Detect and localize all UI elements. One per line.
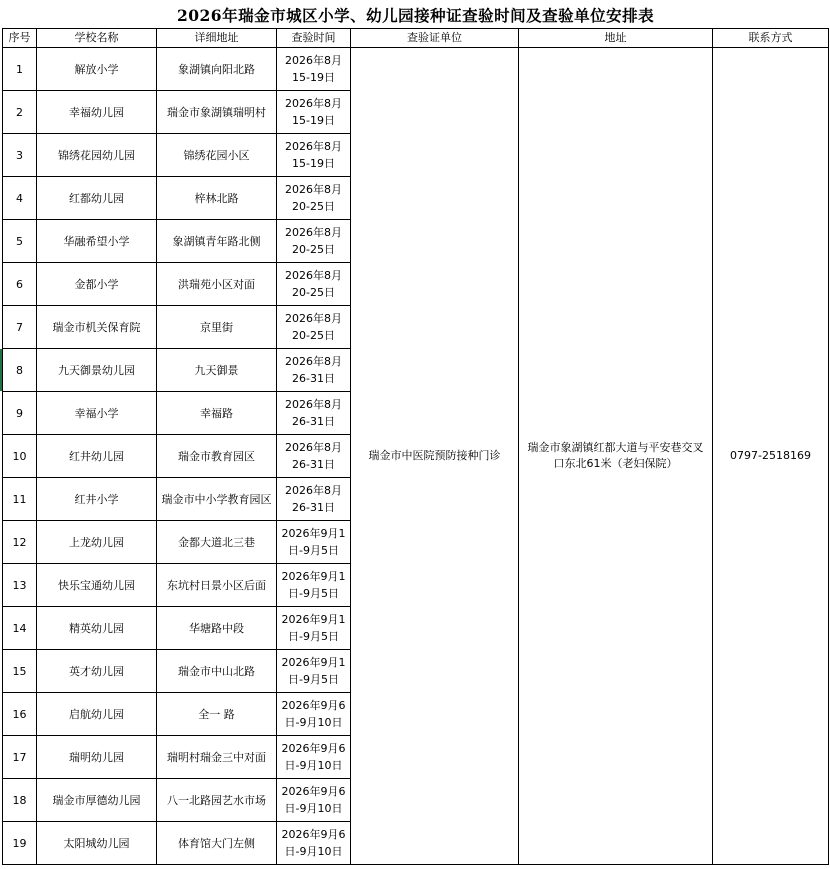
time-line-1: 2026年8月 [285,54,342,67]
header-contact: 联系方式 [713,29,829,48]
cell-address[interactable]: 梓林北路 [157,177,277,220]
time-line-2: 26-31日 [292,501,335,514]
time-line-2: 15-19日 [292,157,335,170]
cell-time[interactable] [277,607,351,650]
cell-time[interactable] [277,779,351,822]
cell-time[interactable] [277,435,351,478]
cell-address[interactable]: 瑞金市中小学教育园区 [157,478,277,521]
cell-no[interactable]: 15 [3,650,37,693]
cell-no[interactable]: 1 [3,48,37,91]
time-line-2: 20-25日 [292,329,335,342]
cell-time[interactable] [277,306,351,349]
cell-school[interactable]: 瑞明幼儿园 [37,736,157,779]
cell-no[interactable]: 14 [3,607,37,650]
time-line-1: 2026年8月 [285,398,342,411]
cell-no[interactable]: 7 [3,306,37,349]
cell-time[interactable] [277,478,351,521]
cell-time[interactable] [277,693,351,736]
cell-time[interactable] [277,220,351,263]
cell-school[interactable]: 快乐宝通幼儿园 [37,564,157,607]
cell-time[interactable] [277,177,351,220]
cell-address[interactable]: 金都大道北三巷 [157,521,277,564]
cell-school[interactable]: 瑞金市厚德幼儿园 [37,779,157,822]
cell-no[interactable]: 5 [3,220,37,263]
time-line-2: 日-9月10日 [284,759,343,772]
table-row [3,48,829,91]
time-line-2: 20-25日 [292,286,335,299]
time-line-2: 日-9月5日 [288,544,339,557]
cell-time[interactable] [277,736,351,779]
cell-time[interactable] [277,91,351,134]
cell-address[interactable]: 全一 路 [157,693,277,736]
time-line-2: 日-9月10日 [284,802,343,815]
cell-address[interactable]: 瑞金市象湖镇瑞明村 [157,91,277,134]
time-line-1: 2026年8月 [285,97,342,110]
table-title: 2026年瑞金市城区小学、幼儿园接种证查验时间及查验单位安排表 [3,4,829,29]
header-no: 序号 [3,29,37,48]
time-line-1: 2026年9月1 [281,570,346,583]
cell-school[interactable]: 锦绣花园幼儿园 [37,134,157,177]
header-time: 查验时间 [277,29,351,48]
time-line-1: 2026年9月6 [281,785,346,798]
cell-school[interactable]: 红都幼儿园 [37,177,157,220]
cell-no[interactable]: 8 [3,349,37,392]
cell-address[interactable]: 华塘路中段 [157,607,277,650]
time-line-1: 2026年8月 [285,226,342,239]
cell-no[interactable]: 2 [3,91,37,134]
header-school: 学校名称 [37,29,157,48]
cell-no[interactable]: 4 [3,177,37,220]
time-line-1: 2026年8月 [285,484,342,497]
header-unit-address: 地址 [519,29,713,48]
cell-address[interactable]: 体育馆大门左侧 [157,822,277,865]
time-line-2: 日-9月10日 [284,716,343,729]
time-line-1: 2026年8月 [285,140,342,153]
cell-time[interactable] [277,48,351,91]
schedule-table [2,4,829,865]
cell-address[interactable]: 象湖镇青年路北侧 [157,220,277,263]
cell-time[interactable] [277,650,351,693]
cell-time[interactable] [277,564,351,607]
time-line-2: 26-31日 [292,458,335,471]
cell-address[interactable]: 瑞明村瑞金三中对面 [157,736,277,779]
time-line-1: 2026年9月6 [281,699,346,712]
cell-address[interactable]: 洪瑞苑小区对面 [157,263,277,306]
header-row [3,29,829,48]
cell-school[interactable]: 金都小学 [37,263,157,306]
cell-address[interactable]: 幸福路 [157,392,277,435]
time-line-1: 2026年8月 [285,183,342,196]
cell-no[interactable]: 18 [3,779,37,822]
cell-school[interactable]: 瑞金市机关保育院 [37,306,157,349]
time-line-2: 15-19日 [292,71,335,84]
time-line-1: 2026年9月1 [281,613,346,626]
cell-school[interactable]: 幸福幼儿园 [37,91,157,134]
cell-address[interactable]: 京里街 [157,306,277,349]
time-line-1: 2026年8月 [285,441,342,454]
cell-address[interactable]: 东坑村日景小区后面 [157,564,277,607]
cell-school[interactable]: 华融希望小学 [37,220,157,263]
cell-no[interactable]: 11 [3,478,37,521]
time-line-2: 日-9月5日 [288,630,339,643]
time-line-1: 2026年8月 [285,269,342,282]
cell-time[interactable] [277,392,351,435]
cell-no[interactable]: 6 [3,263,37,306]
time-line-2: 日-9月5日 [288,587,339,600]
time-line-1: 2026年9月1 [281,656,346,669]
cell-time[interactable] [277,349,351,392]
cell-time[interactable] [277,134,351,177]
cell-no[interactable]: 19 [3,822,37,865]
cell-school[interactable]: 九天御景幼儿园 [37,349,157,392]
cell-contact[interactable]: 0797-2518169 [713,48,829,865]
cell-school[interactable]: 解放小学 [37,48,157,91]
cell-time[interactable] [277,263,351,306]
cell-address[interactable]: 象湖镇向阳北路 [157,48,277,91]
cell-no[interactable]: 3 [3,134,37,177]
header-address: 详细地址 [157,29,277,48]
time-line-2: 20-25日 [292,243,335,256]
cell-unit-address[interactable]: 瑞金市象湖镇红都大道与平安巷交叉口东北61米（老妇保院） [519,48,713,865]
time-line-1: 2026年9月1 [281,527,346,540]
time-line-1: 2026年9月6 [281,742,346,755]
time-line-2: 26-31日 [292,372,335,385]
cell-address[interactable]: 九天御景 [157,349,277,392]
cell-address[interactable]: 瑞金市教育园区 [157,435,277,478]
time-line-1: 2026年8月 [285,355,342,368]
cell-address[interactable]: 锦绣花园小区 [157,134,277,177]
cell-no[interactable]: 12 [3,521,37,564]
cell-school[interactable]: 红井小学 [37,478,157,521]
cell-address[interactable]: 瑞金市中山北路 [157,650,277,693]
cell-no[interactable]: 17 [3,736,37,779]
cell-school[interactable]: 精英幼儿园 [37,607,157,650]
time-line-2: 15-19日 [292,114,335,127]
cell-school[interactable]: 启航幼儿园 [37,693,157,736]
cell-school[interactable]: 太阳城幼儿园 [37,822,157,865]
cell-unit[interactable]: 瑞金市中医院预防接种门诊 [351,48,519,865]
cell-no[interactable]: 10 [3,435,37,478]
time-line-2: 日-9月10日 [284,845,343,858]
time-line-1: 2026年8月 [285,312,342,325]
cell-school[interactable]: 上龙幼儿园 [37,521,157,564]
time-line-2: 26-31日 [292,415,335,428]
cell-no[interactable]: 16 [3,693,37,736]
time-line-1: 2026年9月6 [281,828,346,841]
cell-no[interactable]: 13 [3,564,37,607]
cell-time[interactable] [277,822,351,865]
time-line-2: 日-9月5日 [288,673,339,686]
time-line-2: 20-25日 [292,200,335,213]
cell-school[interactable]: 红井幼儿园 [37,435,157,478]
cell-school[interactable]: 幸福小学 [37,392,157,435]
cell-school[interactable]: 英才幼儿园 [37,650,157,693]
header-unit: 查验证单位 [351,29,519,48]
cell-time[interactable] [277,521,351,564]
cell-address[interactable]: 八一北路园艺水市场 [157,779,277,822]
cell-no[interactable]: 9 [3,392,37,435]
